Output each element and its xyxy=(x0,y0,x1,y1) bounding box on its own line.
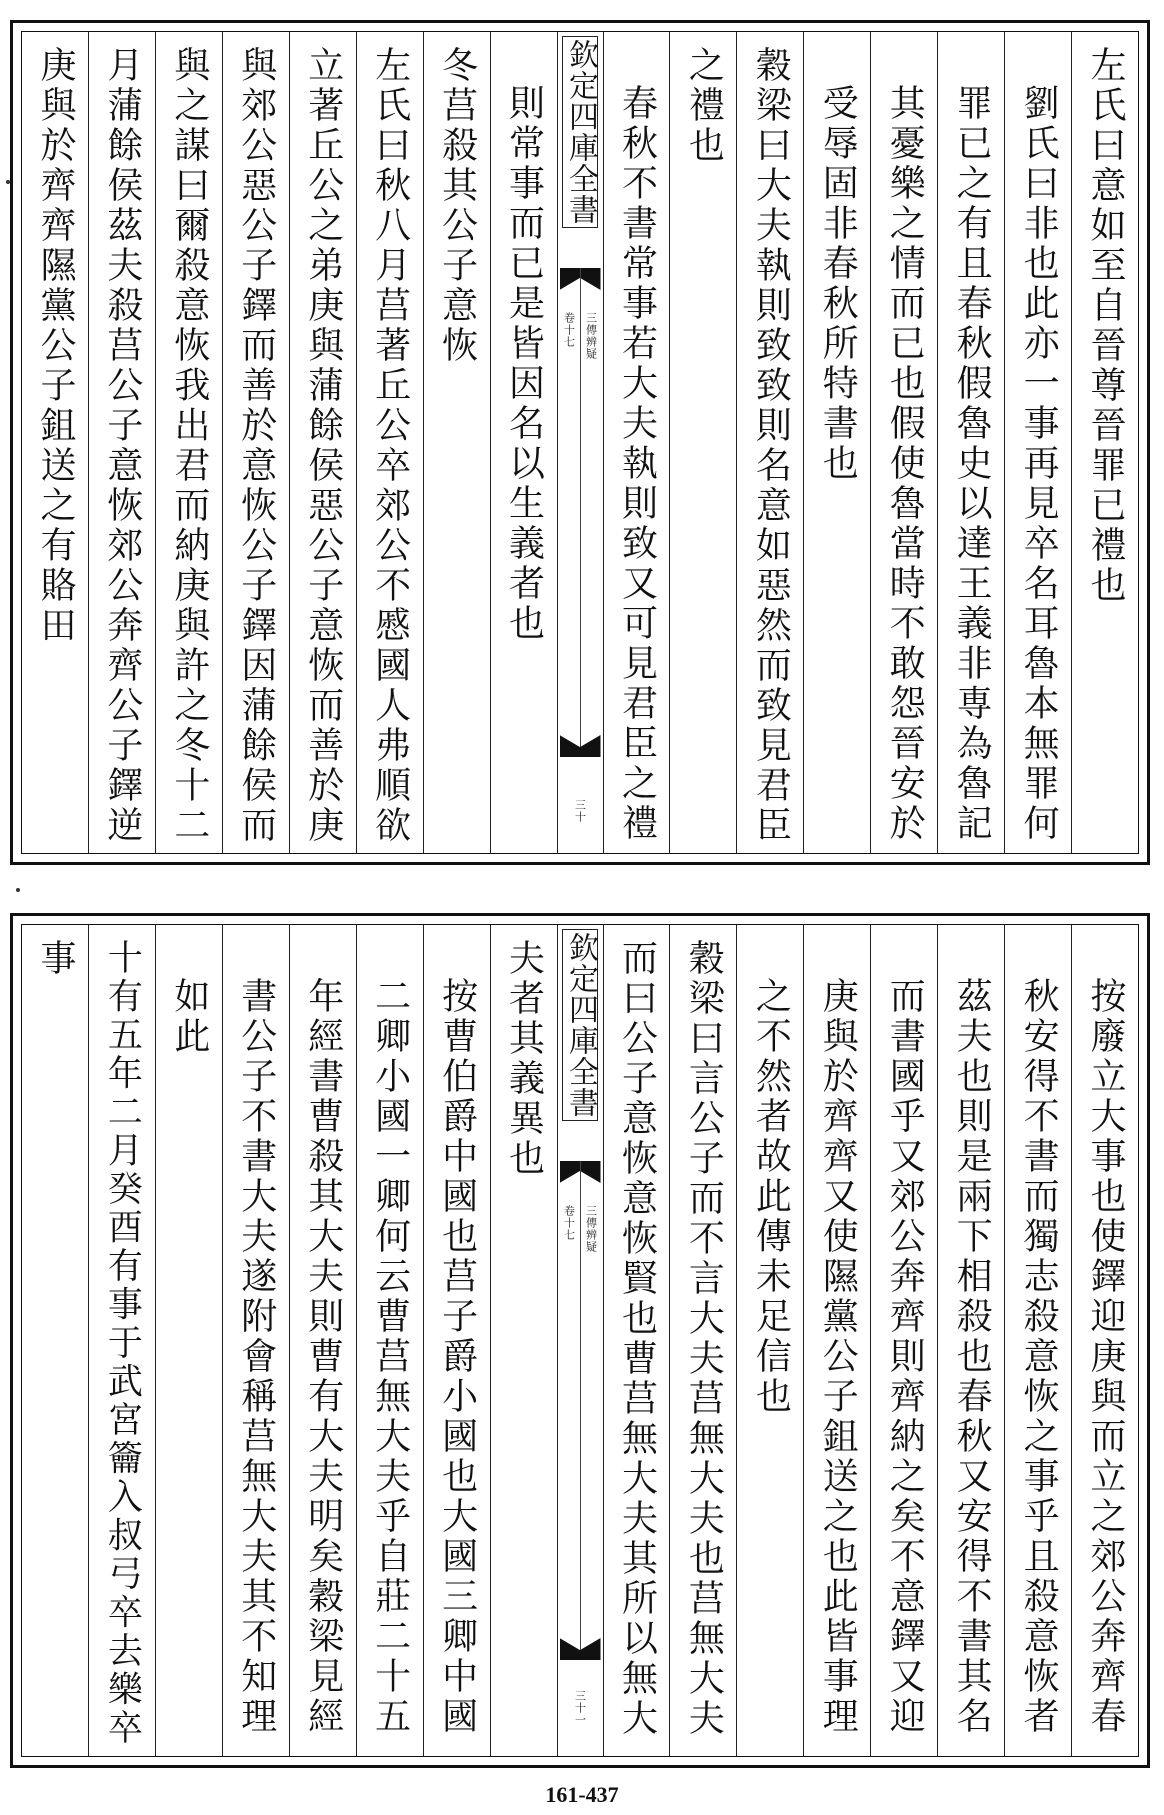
text-column xyxy=(803,925,870,1756)
text-column xyxy=(937,32,1004,853)
fold-volume: 卷十七 xyxy=(562,1205,576,1241)
text-column xyxy=(490,32,557,853)
column-text: 而曰公子意恢意恢賢也曹莒無大夫其所以無大 xyxy=(616,939,658,1739)
column-text: 夫者其義異也 xyxy=(503,939,545,1179)
column-text: 按廢立大事也使鐸迎庚與而立之郊公奔齊春 xyxy=(1085,977,1127,1737)
column-text: 罪已之有且春秋假魯史以達王義非専為魯記 xyxy=(951,84,993,844)
scan-speck xyxy=(6,180,10,184)
column-text: 受辱固非春秋所特書也 xyxy=(817,84,859,484)
text-column xyxy=(289,32,356,853)
column-text: 劉氏曰非也此亦一事再見卒名耳魯本無罪何 xyxy=(1018,84,1060,844)
column-text: 春秋不書常事若大夫執則致又可見君臣之禮 xyxy=(616,84,658,844)
text-column xyxy=(222,925,289,1756)
text-column xyxy=(669,925,736,1756)
fold-page-number: 三十 xyxy=(573,799,587,823)
text-column xyxy=(1004,925,1071,1756)
scan-speck xyxy=(16,888,20,892)
text-column xyxy=(1071,925,1138,1756)
page-number: 161-437 xyxy=(545,1782,619,1807)
text-column xyxy=(490,925,557,1756)
fold-title: 欽定四庫全書 xyxy=(562,929,598,1121)
text-column xyxy=(22,925,88,1756)
column-text: 之禮也 xyxy=(683,46,725,166)
text-column xyxy=(88,925,155,1756)
column-text: 而書國乎又郊公奔齊則齊納之矣不意鐸又迎 xyxy=(884,977,926,1737)
text-column xyxy=(1071,32,1138,853)
column-text: 與郊公惡公子鐸而善於意恢公子鐸因蒲餘侯而 xyxy=(235,46,277,846)
text-column xyxy=(1004,32,1071,853)
column-text: 年經書曹殺其大夫則曹有大夫明矣穀梁見經 xyxy=(302,977,344,1737)
text-column xyxy=(356,32,423,853)
column-text: 穀梁曰言公子而不言大夫莒無大夫也莒無大夫 xyxy=(683,939,725,1739)
column-text: 左氏曰秋八月莒著丘公卒郊公不慼國人弗順欲 xyxy=(369,46,411,846)
text-column xyxy=(603,32,670,853)
center-fold-strip xyxy=(557,925,603,1756)
column-text: 十有五年二月癸酉有事于武宮籥入叔弓卒去樂卒 xyxy=(102,939,143,1748)
fold-volume: 卷十七 xyxy=(562,312,576,348)
text-column xyxy=(289,925,356,1756)
column-text: 二卿小國一卿何云曹莒無大夫乎自莊二十五 xyxy=(369,977,411,1737)
text-column xyxy=(803,32,870,853)
text-column xyxy=(155,925,222,1756)
text-column xyxy=(88,32,155,853)
text-column xyxy=(937,925,1004,1756)
column-text: 之不然者故此傳未足信也 xyxy=(750,977,792,1417)
column-text: 如此 xyxy=(168,977,210,1057)
fold-center-line xyxy=(580,268,581,757)
text-column xyxy=(870,925,937,1756)
column-text: 按曹伯爵中國也莒子爵小國也大國三卿中國 xyxy=(436,977,478,1737)
column-text: 穀梁曰大夫執則致致則名意如惡然而致見君臣 xyxy=(750,46,792,846)
bottom-page xyxy=(10,913,1150,1768)
text-column xyxy=(669,32,736,853)
text-column xyxy=(736,32,803,853)
column-text: 與之謀曰爾殺意恢我出君而納庚與許之冬十二 xyxy=(168,46,210,846)
top-page xyxy=(10,20,1150,865)
column-text: 書公子不書大夫遂附會稱莒無大夫其不知理 xyxy=(235,977,277,1737)
column-text: 左氏曰意如至自晉尊晉罪已禮也 xyxy=(1085,46,1127,606)
column-text: 庚與於齊齊又使隰黨公子鉏送之也此皆事理 xyxy=(817,977,859,1737)
text-column xyxy=(222,32,289,853)
fold-book-title: 三傳辨疑 xyxy=(584,1205,598,1253)
column-text: 事 xyxy=(34,939,76,979)
column-text: 立著丘公之弟庚與蒲餘侯惡公子意恢而善於庚 xyxy=(302,46,344,846)
text-column xyxy=(155,32,222,853)
text-column xyxy=(22,32,88,853)
fold-page-number: 三十一 xyxy=(573,1690,587,1726)
center-fold-strip xyxy=(557,32,603,853)
column-text: 其憂樂之情而已也假使魯當時不敢怨晉安於 xyxy=(884,84,926,844)
text-column xyxy=(356,925,423,1756)
column-text: 冬莒殺其公子意恢 xyxy=(436,46,478,366)
column-text: 月蒲餘侯茲夫殺莒公子意恢郊公奔齊公子鐸逆 xyxy=(101,46,143,846)
text-column xyxy=(736,925,803,1756)
text-column xyxy=(423,32,490,853)
text-column xyxy=(870,32,937,853)
top-page-text-grid xyxy=(21,31,1139,854)
fold-book-title: 三傳辨疑 xyxy=(584,312,598,360)
fold-title: 欽定四庫全書 xyxy=(562,36,598,228)
column-text: 庚與於齊齊隰黨公子鉏送之有賂田 xyxy=(34,46,76,646)
column-text: 茲夫也則是兩下相殺也春秋又安得不書其名 xyxy=(951,977,993,1737)
column-text: 秋安得不書而獨志殺意恢之事乎且殺意恢者 xyxy=(1018,977,1060,1737)
bottom-page-text-grid xyxy=(21,924,1139,1757)
column-text: 則常事而已是皆因名以生義者也 xyxy=(503,84,545,644)
fold-center-line xyxy=(580,1161,581,1660)
text-column xyxy=(603,925,670,1756)
text-column xyxy=(423,925,490,1756)
